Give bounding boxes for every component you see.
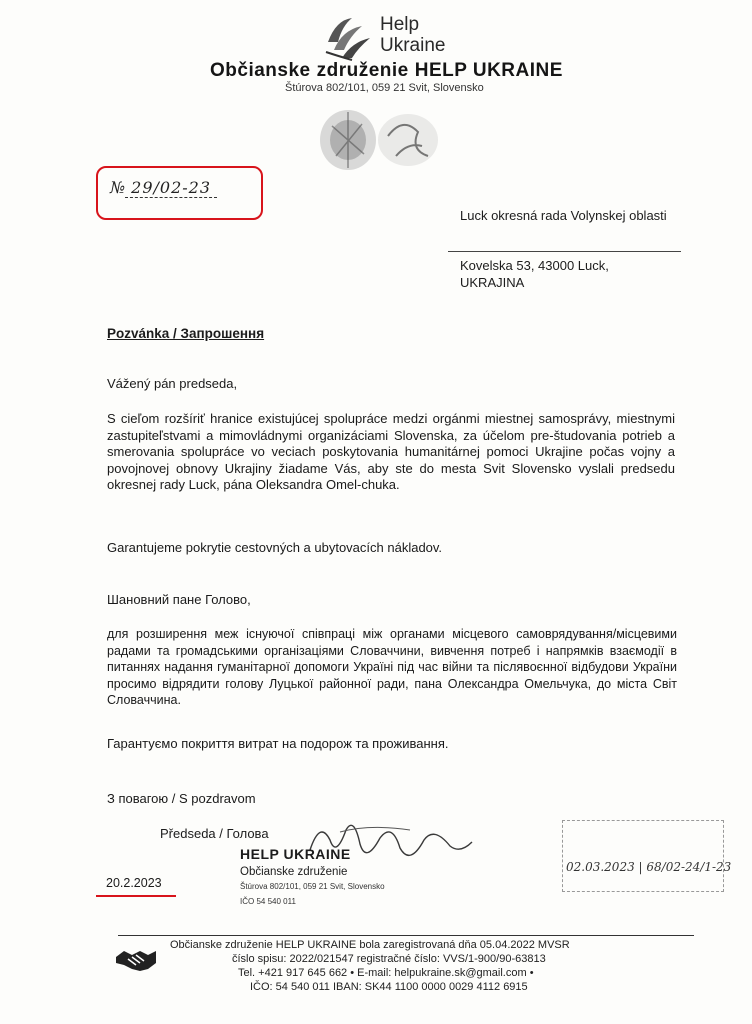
greeting-ukrainian: Шановний пане Голово, [107,592,251,607]
incoming-stamp-text: 02.03.2023 | 68/02-24/1-23 [566,860,732,874]
closing: З повагою / S pozdravom [107,791,256,806]
registration-number-value: 29/02-23 [125,178,217,198]
registration-number [110,178,217,197]
footer-contact: Tel. +421 917 645 662 • E-mail: helpukraine.sk@gmail.com • [238,967,534,979]
paragraph-ukrainian: для розширення меж існуючої співпраці між органами місцевого самоврядування/місцевими радами та громадськими організаціями Словаччини, вивчення потреб і напрямків взаємодії в питаннях надання гуманітарної допомоги Україні під час війни та післявоєнної відбудови України просимо відрядити голову Луцької районної ради, пана Олександра Омельчука, до міста Світ Словаччина. [107,627,677,707]
footer-ico-iban: IČO: 54 540 011 IBAN: SK44 1100 0000 0029 4112 6915 [250,981,528,993]
org-title-word-2: združenie [316,60,409,81]
org-title-word-1: Občianske [210,60,311,81]
logo-text-help: Help [380,14,420,35]
recipient-address [460,257,609,291]
signature-org-name: HELP UKRAINE [240,846,351,862]
recipient-divider [448,251,681,252]
date-highlight-underline [96,895,176,897]
recipient-name: Luck okresná rada Volynskej oblasti [460,208,667,223]
guarantee-ukrainian: Гарантуємо покриття витрат на подорож та проживання. [107,736,449,751]
letter-date: 20.2.2023 [106,876,162,890]
logo-text-ukraine: Ukraine [380,35,446,56]
handshake-icon [114,943,158,977]
letter-subject: Pozvánka / Запрошення [107,326,265,341]
organization-title [210,60,563,82]
signature-org-address: Štúrova 802/101, 059 21 Svit, Slovensko [240,882,385,891]
footer-file-number: číslo spisu: 2022/021547 registračné číslo: VVS/1-900/90-63813 [232,953,546,965]
footer-divider [118,935,694,936]
greeting-slovak: Vážený pán predseda, [107,376,238,391]
signature-org-ico: IČO 54 540 011 [240,897,296,906]
organization-address: Štúrova 802/101, 059 21 Svit, Slovensko [285,82,484,94]
recipient-address-line-1: Kovelska 53, 43000 Luck, [460,258,609,273]
signature-org-type: Občianske združenie [240,866,348,878]
round-seal-stamp [318,106,448,176]
incoming-registration-stamp [562,820,724,892]
number-sign: № [110,178,126,197]
paragraph-slovak: S cieľom rozšíriť hranice existujúcej spolupráce medzi orgánmi miestnej samosprávy, miestnymi zastupiteľstvami a mimovládnymi organizáciami Slovenska, za účelom pre-študovania potrieb a smerovania spolupráce vo veciach poskytovania humanitárnej pomoci Ukrajine počas vojny a povojnovej obnovy Ukrajiny žiadame Vás, aby ste do mesta Svit Slovensko vyslali predsedu okresnej rady Luck, pána Oleksandra Omel-chuka. [107,411,675,492]
org-title-word-3: HELP UKRAINE [414,60,563,81]
footer-registration: Občianske združenie HELP UKRAINE bola zaregistrovaná dňa 05.04.2022 MVSR [170,939,570,951]
signatory-title: Předseda / Голова [160,826,269,841]
help-ukraine-logo-icon [322,12,374,64]
guarantee-slovak: Garantujeme pokrytie cestovných a ubytovacích nákladov. [107,540,443,555]
recipient-address-line-2: UKRAJINA [460,275,525,290]
